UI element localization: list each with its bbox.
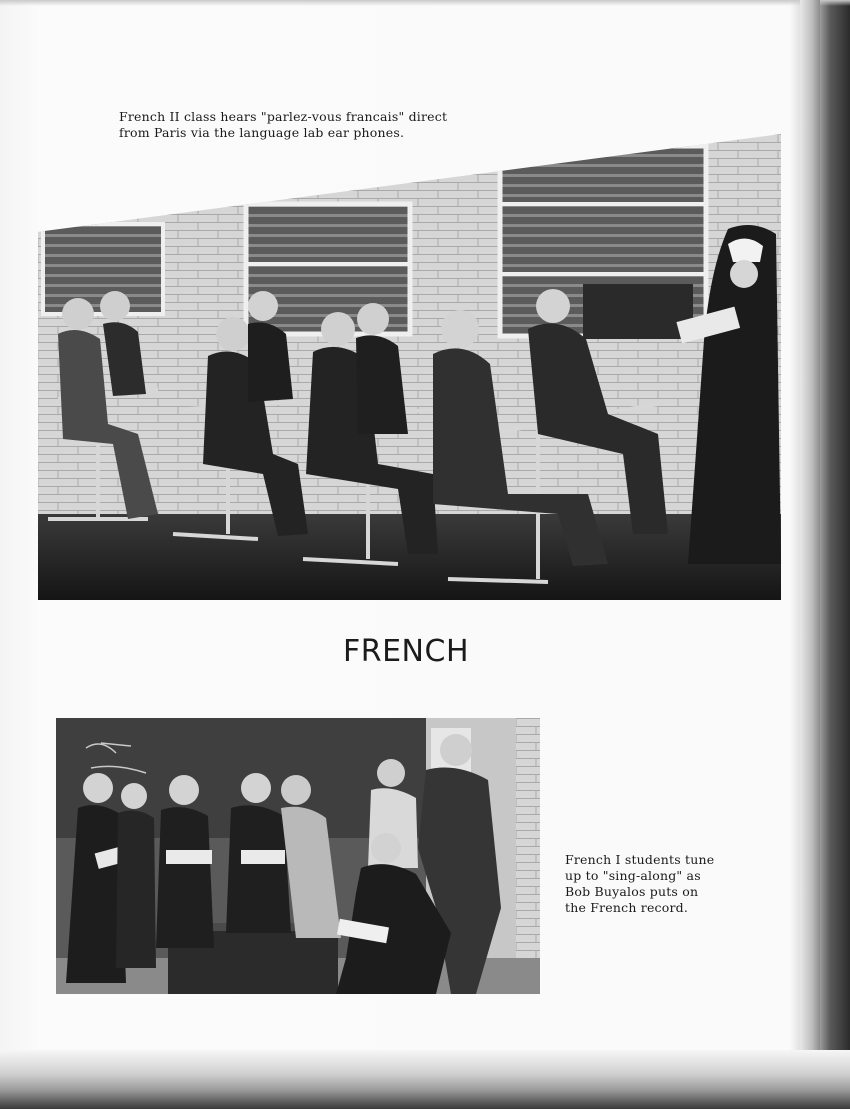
language-lab-photo bbox=[38, 134, 781, 600]
caption-line: the French record. bbox=[565, 900, 689, 915]
sing-along-photo bbox=[56, 718, 540, 994]
page-bottom-edge bbox=[0, 1050, 850, 1109]
page-top-shadow bbox=[0, 0, 850, 6]
language-lab-photo-illustration bbox=[38, 134, 781, 600]
page-binding-edge bbox=[800, 0, 820, 1109]
caption-line: from Paris via the language lab ear phones. bbox=[119, 125, 405, 140]
caption-line: French I students tune bbox=[565, 852, 715, 867]
sing-along-photo-illustration bbox=[56, 718, 540, 994]
caption-language-lab bbox=[119, 109, 539, 141]
caption-line: French II class hears "parlez-vous francais" direct bbox=[119, 109, 448, 124]
caption-line: up to "sing-along" as bbox=[565, 868, 701, 883]
page-title: FRENCH bbox=[343, 634, 470, 669]
caption-line: Bob Buyalos puts on bbox=[565, 884, 699, 899]
caption-sing-along bbox=[565, 852, 755, 916]
